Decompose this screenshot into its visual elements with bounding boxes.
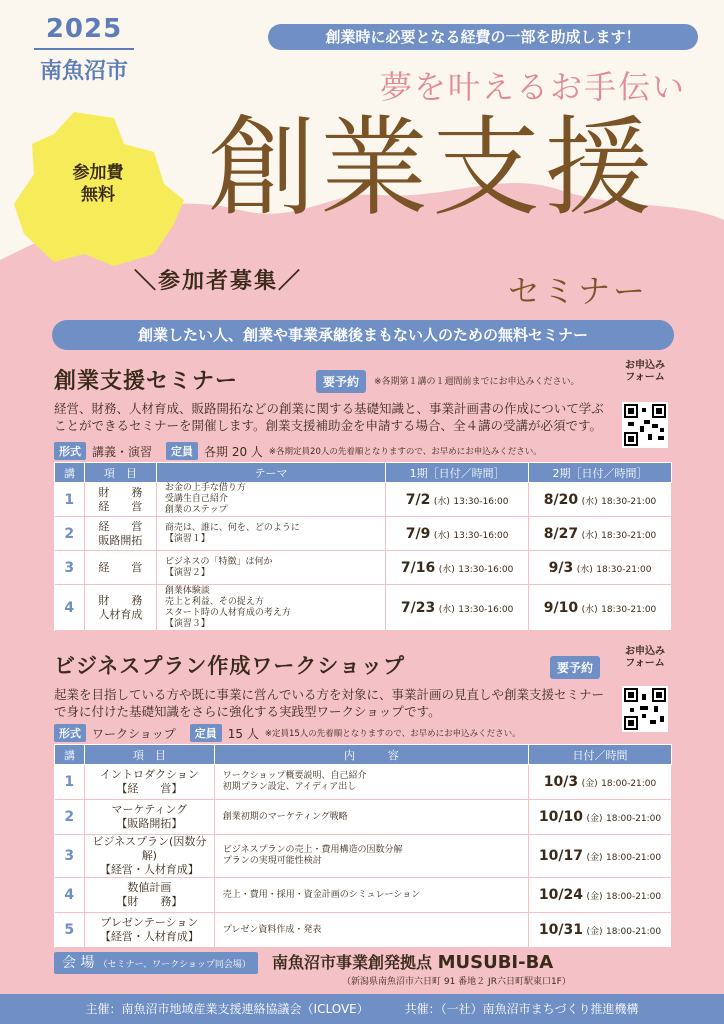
row-content: プレゼン資料作成・発表 [214,913,528,948]
date: 10/31 [538,922,583,938]
weekday: (水) [438,604,455,615]
row-number: 3 [55,551,85,585]
seminar-info-line [54,442,542,460]
workshop-info-line [54,724,521,742]
col-date: 日付／時間 [529,745,672,765]
tagline: 夢を叶えるお手伝い [380,68,687,106]
venue-label [54,952,258,974]
row-term2 [529,585,672,631]
date: 7/16 [400,559,436,576]
time: 18:30-21:00 [601,530,657,541]
row-number: 2 [55,800,85,835]
venue-label-text: 会 場 [62,955,95,971]
workshop-format-tag: 形式 [54,724,86,742]
row-item: プレゼンテーション 【経営・人材育成】 [84,913,214,948]
venue-name-prefix: 南魚沼市事業創発拠点 [272,953,433,972]
time: 18:30-21:00 [601,496,657,507]
seminar-capacity-tag: 定員 [166,442,198,460]
seminar-format: 講義・演習 [92,444,153,459]
row-item: 経 営 販路開拓 [84,517,156,551]
seminar-format-tag: 形式 [54,442,86,460]
date: 10/17 [538,848,583,864]
table-row [55,551,672,585]
weekday: (金) [581,779,598,789]
time: 18:00-21:00 [606,927,662,937]
date: 9/3 [548,559,574,576]
row-theme: 創業体験談 売上と利益、その捉え方 スタート時の人材育成の考え方 【演習３】 [156,585,385,631]
venue-address: （新潟県南魚沼市六日町 91 番地２ JR六日町駅東口1F） [342,977,571,987]
free-badge [58,162,138,206]
date: 10/10 [538,809,583,825]
weekday: (水) [581,530,598,541]
weekday: (金) [586,814,603,824]
qr-icon [624,404,666,446]
row-date [529,913,672,948]
row-item: イントロダクション 【経 営】 [84,765,214,800]
col-num: 講 [55,463,85,483]
workshop-capacity: 15 人 [227,726,259,741]
time: 13:30-16:00 [453,530,509,541]
seminar-form-label: お申込み フォーム [625,360,665,383]
row-content: ワークショップ概要説明、自己紹介 初期プラン設定、アイディア出し [214,765,528,800]
date: 10/3 [543,774,579,790]
row-item: 財 務 経 営 [84,483,156,517]
row-content: 創業初期のマーケティング戦略 [214,800,528,835]
subtitle-banner: 創業したい人、創業や事業承継後まもない人のための無料セミナー [52,320,674,350]
date: 7/2 [405,491,431,508]
time: 13:30-16:00 [458,564,514,575]
seminar-reserve-badge: 要予約 [316,370,366,393]
date: 9/10 [543,599,579,616]
workshop-capacity-tag: 定員 [190,724,222,742]
row-theme: 商売は、誰に、何を、どのように 【演習１】 [156,517,385,551]
city-name: 南魚沼市 [34,48,134,85]
table-row [55,878,672,913]
date: 7/9 [405,525,431,542]
seminar-schedule-table [54,462,672,631]
time: 18:30-21:00 [601,604,657,615]
workshop-schedule-table [54,744,672,948]
seminar-qr-code[interactable] [622,402,668,448]
time: 18:30-21:00 [596,564,652,575]
row-date [529,835,672,878]
seminar-capacity-note: ※各期定員20人の先着順となりますので、お早めにお申込みください。 [268,447,542,457]
row-term1 [386,551,529,585]
workshop-reserve-badge: 要予約 [550,656,600,679]
main-title: 創業支援 [208,106,657,231]
seminar-reserve-note: ※各期第１講の１週間前までにお申込みください。 [374,377,580,387]
footer [0,994,724,1024]
row-item: ビジネスプラン(因数分解) 【経営・人材育成】 [84,835,214,878]
col-item: 項 目 [84,745,214,765]
row-theme: お金の上手な借り方 受講生自己紹介 創業のステップ [156,483,385,517]
table-row [55,765,672,800]
row-number: 2 [55,517,85,551]
recruit-heading: ＼参加者募集／ [134,269,303,294]
row-theme: ビジネスの「特徴」は何か 【演習２】 [156,551,385,585]
row-number: 1 [55,765,85,800]
col-item: 項 目 [84,463,156,483]
row-content: ビジネスプランの売上・費用構造の因数分解 プランの実現可能性検討 [214,835,528,878]
qr-icon [624,688,666,730]
row-term2 [529,551,672,585]
time: 18:00-21:00 [606,892,662,902]
time: 18:00-21:00 [601,779,657,789]
date: 7/23 [400,599,436,616]
row-number: 3 [55,835,85,878]
workshop-form-label: お申込み フォーム [625,646,665,669]
table-header-row [55,745,672,765]
weekday: (金) [586,853,603,863]
row-item: 数値計画 【財 務】 [84,878,214,913]
row-term1 [386,517,529,551]
seminar-title: 創業支援セミナー [54,369,239,394]
row-term2 [529,517,672,551]
table-row [55,517,672,551]
footer-organizer: 主催：南魚沼市地域産業支援連絡協議会（ICLOVE） [85,1002,369,1016]
venue-name [272,950,553,973]
table-row [55,483,672,517]
col-term2: 2期［日付／時間］ [529,463,672,483]
weekday: (水) [581,604,598,615]
workshop-title: ビジネスプラン作成ワークショップ [54,654,405,678]
footer-cosponsor: 共催：（一社）南魚沼市まちづくり推進機構 [404,1002,639,1016]
seminar-capacity: 各期 20 人 [204,444,263,459]
row-number: 1 [55,483,85,517]
row-term1 [386,483,529,517]
workshop-capacity-note: ※定員15人の先着順となりますので、お早めにお申込みください。 [264,729,521,739]
year: 2025 [45,14,123,44]
time: 13:30-16:00 [458,604,514,615]
row-item: マーケティング 【販路開拓】 [84,800,214,835]
weekday: (水) [581,496,598,507]
table-header-row [55,463,672,483]
col-theme: テーマ [156,463,385,483]
seminar-description: 経営、財務、人材育成、販路開拓などの創業に関する基礎知識と、事業計画書の作成について学ぶことができるセミナーを開催します。創業支援補助金を申請する場合、全４講の受講が必須です。 [54,401,604,433]
row-number: 4 [55,585,85,631]
weekday: (水) [576,564,593,575]
row-item: 財 務 人材育成 [84,585,156,631]
row-item: 経 営 [84,551,156,585]
date: 10/24 [538,887,583,903]
top-banner: 創業時に必要となる経費の一部を助成します！ [268,24,698,50]
table-row [55,835,672,878]
seminar-word: セミナー [508,272,649,310]
row-number: 5 [55,913,85,948]
venue-name-main: MUSUBI-BA [437,952,554,973]
table-row [55,800,672,835]
venue-label-note: （セミナー、ワークショップ同会場） [98,960,251,970]
col-num: 講 [55,745,85,765]
weekday: (金) [586,927,603,937]
workshop-qr-code[interactable] [622,686,668,732]
time: 13:30-16:00 [453,496,509,507]
weekday: (水) [433,496,450,507]
workshop-format: ワークショップ [92,726,176,741]
weekday: (水) [438,564,455,575]
time: 18:00-21:00 [606,814,662,824]
weekday: (水) [433,530,450,541]
date: 8/27 [543,525,579,542]
row-date [529,878,672,913]
free-badge-text: 参加費 無料 [72,163,124,205]
weekday: (金) [586,892,603,902]
workshop-description: 起業を目指している方や既に事業に営んでいる方を対象に、事業計画の見直しや創業支援セミナーで身に付けた基礎知識をさらに強化する実践型ワークショップです。 [54,687,605,719]
col-term1: 1期［日付／時間］ [386,463,529,483]
row-date [529,800,672,835]
table-row [55,585,672,631]
row-content: 売上・費用・採用・資金計画のシミュレーション [214,878,528,913]
date: 8/20 [543,491,579,508]
row-term2 [529,483,672,517]
year-city-block [34,14,134,85]
row-term1 [386,585,529,631]
row-date [529,765,672,800]
time: 18:00-21:00 [606,853,662,863]
table-row [55,913,672,948]
row-number: 4 [55,878,85,913]
col-content: 内 容 [214,745,528,765]
